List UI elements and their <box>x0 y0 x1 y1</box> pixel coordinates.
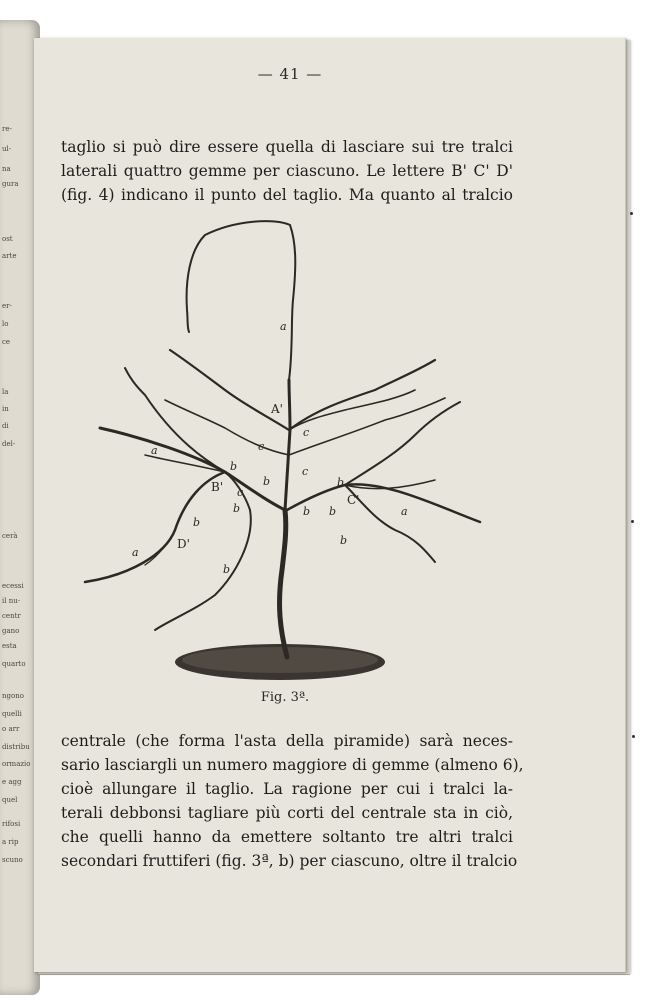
left-page-fragment: ngono <box>2 692 24 700</box>
left-page-fragment: gano <box>2 627 20 635</box>
figure-label: b <box>230 460 238 473</box>
figure-label: c <box>258 440 265 453</box>
left-page-fragment: re- <box>2 125 12 133</box>
figure-label: B' <box>211 480 224 494</box>
figure-label: b <box>337 476 345 489</box>
left-page-fragment: quel <box>2 796 18 804</box>
figure-label: b <box>263 475 271 488</box>
figure-label: c <box>303 426 310 439</box>
left-page-fragment: na <box>2 165 11 173</box>
left-page-fragment: il nu- <box>2 597 21 605</box>
figure-label: b <box>223 563 231 576</box>
text-line: cioè allungare il taglio. La ragione per cui i tralci la- <box>61 780 513 798</box>
left-page-fragment: in <box>2 405 9 413</box>
figure-caption: Fig. 3ª. <box>260 690 310 705</box>
figure-illustration <box>75 210 495 690</box>
left-page-fragment: quelli <box>2 710 22 718</box>
left-page-fragment: e agg <box>2 778 22 786</box>
page-number: — 41 — <box>257 65 323 83</box>
figure-label: a <box>132 546 139 559</box>
left-page-fragment: ecessi <box>2 582 24 590</box>
left-page-fragment: arte <box>2 252 17 260</box>
left-page-fragment: scuno <box>2 856 23 864</box>
left-page-fragment: a rip <box>2 838 19 846</box>
figure-label: b <box>233 502 241 515</box>
left-page-fragment: ormazio <box>2 760 31 768</box>
figure-label: A' <box>271 402 283 416</box>
left-page-fragment: ul- <box>2 145 12 153</box>
left-page-fragment: lo <box>2 320 9 328</box>
text-line: laterali quattro gemme per ciascuno. Le lettere B' C' D' <box>61 162 513 180</box>
left-page-fragment: gura <box>2 180 19 188</box>
text-line: terali debbonsi tagliare più corti del centrale sta in ciò, <box>61 804 513 822</box>
left-page-fragment: del- <box>2 440 16 448</box>
left-page-fragment: centr <box>2 612 21 620</box>
figure-label: D' <box>177 537 190 551</box>
left-page-fragment: ce <box>2 338 11 346</box>
left-page-fragment: quarto <box>2 660 26 668</box>
figure-label: C' <box>347 493 360 507</box>
left-page-fragment: esta <box>2 642 17 650</box>
left-page-fragment: distribu <box>2 743 30 751</box>
text-line: centrale (che forma l'asta della piramide) sarà neces- <box>61 732 513 750</box>
margin-dot <box>631 520 634 523</box>
left-page-fragment: o arr <box>2 725 20 733</box>
text-line: sario lasciargli un numero maggiore di gemme (almeno 6), <box>61 756 524 774</box>
margin-dot <box>630 212 633 215</box>
text-line: che quelli hanno da emettere soltanto tre altri tralci <box>61 828 513 846</box>
figure-label: c <box>237 486 244 499</box>
text-line: (fig. 4) indicano il punto del taglio. Ma quanto al tralcio <box>61 186 513 204</box>
text-line: secondari fruttiferi (fig. 3ª, b) per ciascuno, oltre il tralcio <box>61 852 518 870</box>
pruned-tree-engraving <box>75 210 495 690</box>
margin-dot <box>632 735 635 738</box>
left-page-fragment: rifosi <box>2 820 21 828</box>
left-page-fragment: cerà <box>2 532 18 540</box>
tree-branches <box>85 221 480 657</box>
figure-label: c <box>302 465 309 478</box>
figure-label: a <box>151 444 158 457</box>
left-page-fragment: ost <box>2 235 13 243</box>
figure-label: a <box>280 320 287 333</box>
figure-label: b <box>303 505 311 518</box>
left-page-fragment: er- <box>2 302 12 310</box>
figure-label: b <box>193 516 201 529</box>
figure-label: a <box>401 505 408 518</box>
text-line: taglio si può dire essere quella di lasciare sui tre tralci <box>61 138 513 156</box>
figure-label: b <box>340 534 348 547</box>
left-page-fragment: di <box>2 422 9 430</box>
left-page-fragment: la <box>2 388 9 396</box>
figure-label: b <box>329 505 337 518</box>
